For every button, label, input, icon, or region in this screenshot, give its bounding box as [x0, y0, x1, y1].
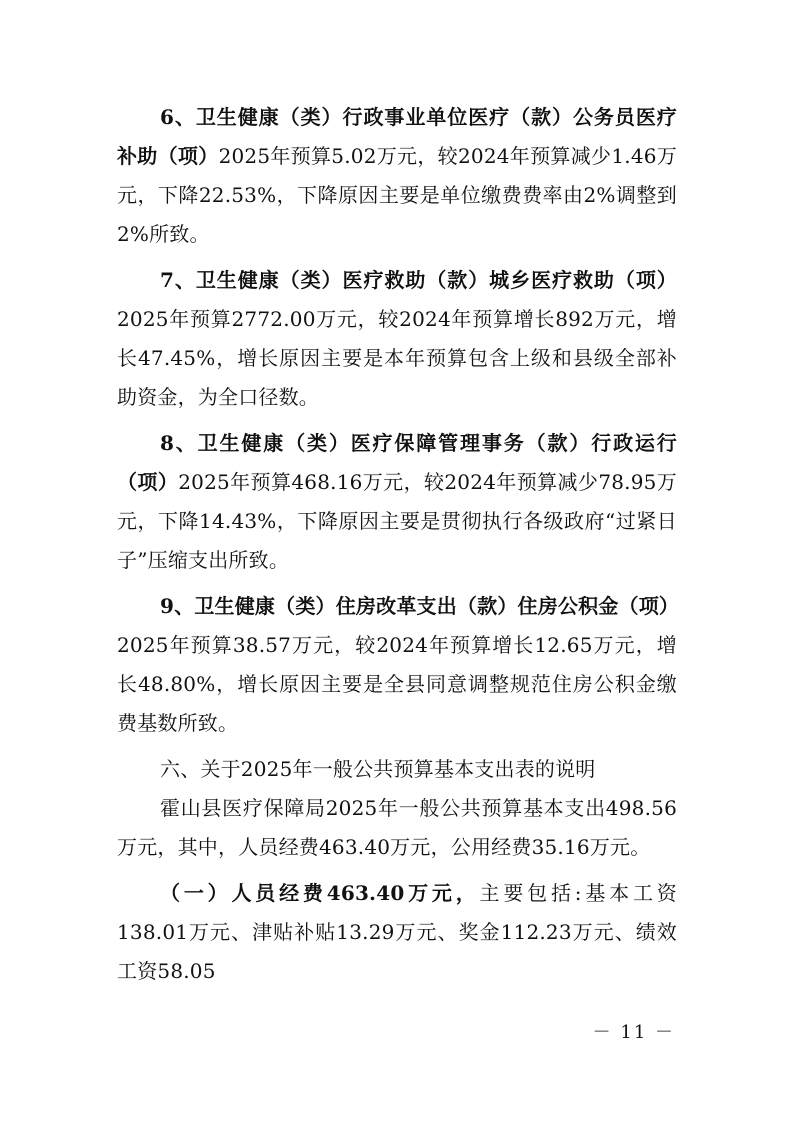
item-7-title: 7、卫生健康（类）医疗救助（款）城乡医疗救助（项） — [160, 268, 677, 292]
personnel-text: 主要包括:基本工资138.01万元、津贴补贴13.29万元、奖金112.23万元、绩效工资58.05 — [117, 881, 677, 983]
item-6-text: 2025年预算5.02万元，较2024年预算减少1.46万元，下降22.53%，下降原因主要是单位缴费费率由2%调整到2%所致。 — [117, 144, 677, 246]
item-8-text: 2025年预算468.16万元，较2024年预算减少78.95万元，下降14.43%，下降原因主要是贯彻执行各级政府“过紧日子”压缩支出所致。 — [117, 470, 677, 572]
personnel-paragraph — [117, 874, 677, 991]
page-number: － 11 － — [592, 1022, 675, 1043]
item-8-title: 8、卫生健康（类）医疗保障管理事务（款）行政运行（项） — [117, 431, 677, 494]
paragraph-item-9 — [117, 587, 680, 743]
paragraph-item-7 — [117, 261, 677, 417]
personnel-title: （一）人员经费463.40万元， — [160, 881, 480, 905]
item-6-title: 6、卫生健康（类）行政事业单位医疗（款）公务员医疗补助（项） — [117, 105, 677, 168]
section-heading: 六、关于2025年一般公共预算基本支出表的说明 — [160, 757, 596, 781]
item-9-text: 2025年预算38.57万元，较2024年预算增长12.65万元，增长48.80%，增长原因主要是全县同意调整规范住房公积金缴费基数所致。 — [117, 633, 677, 735]
summary-paragraph: 霍山县医疗保障局2025年一般公共预算基本支出498.56万元，其中，人员经费463.40万元，公用经费35.16万元。 — [117, 796, 677, 859]
paragraph-item-8 — [117, 424, 677, 580]
item-9-title: 9、卫生健康（类）住房改革支出（款）住房公积金（项） — [160, 594, 680, 618]
item-7-text: 2025年预算2772.00万元，较2024年预算增长892万元，增长47.45%，增长原因主要是本年预算包含上级和县级全部补助资金，为全口径数。 — [117, 307, 677, 409]
paragraph-item-6 — [117, 98, 677, 254]
document-body — [117, 98, 680, 998]
